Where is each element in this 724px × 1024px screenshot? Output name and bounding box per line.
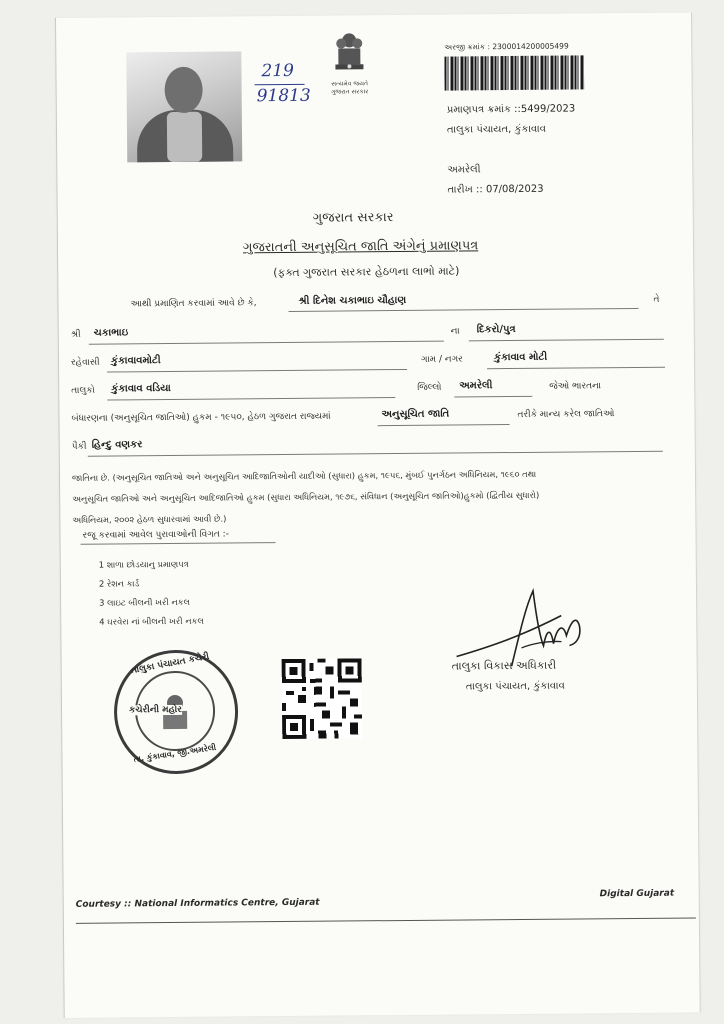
documents-list	[99, 555, 204, 632]
subcaste-value: હિન્દુ વણકર	[91, 439, 143, 451]
government-title: ગુજરાત સરકાર	[312, 210, 394, 226]
relation: દિકરો/પુત્ર	[476, 323, 516, 336]
district-value: અમરેલી	[459, 380, 493, 392]
officer-office: તાલુકા પંચાયત, કુંકાવાવ	[465, 680, 565, 693]
legal-line-1: જાતિના છે. (અનુસૂચિત જાતિઓ અને અનુસૂચિત આદિજાતિઓની યાદીઓ (સુધારા) હુકમ, ૧૯૫૬, મુંબઈ પુનર્ગઠન અધિનિયમ, ૧૯૬૦ તથા	[71, 468, 537, 483]
caste-category: અનુસૂચિત જાતિ	[381, 408, 450, 421]
officer-designation: તાલુકા વિકાસ અધિકારી	[451, 658, 557, 673]
relation-underline	[469, 339, 664, 342]
ashoka-emblem-icon	[329, 30, 369, 76]
taluka-underline	[107, 397, 395, 401]
state-emblem	[319, 30, 380, 106]
seal-bottom-text: તા. કુંકાવાવ, જી.અમરેલી	[133, 742, 217, 765]
document-item: 4 ઘરવેરા નાં બીલની ખરી નકલ	[99, 615, 204, 627]
handwritten-number-2: 91813	[256, 85, 311, 107]
district-underline	[454, 396, 532, 398]
shri-label: શ્રી	[70, 329, 81, 340]
documents-heading-underline	[81, 542, 276, 545]
header-district: અમરેલી	[447, 164, 481, 176]
certify-text: આથી પ્રમાણિત કરવામાં આવે છે કે,	[130, 298, 257, 310]
caste-underline	[378, 424, 510, 426]
footer-brand: Digital Gujarat	[599, 888, 675, 900]
village-label: ગામ / નગર	[420, 354, 463, 365]
seal-top-text: તાલુકા પંચાયત કચેરી	[130, 651, 211, 677]
recognized-text: તરીકે માન્ય કરેલ જાતિઓ	[517, 409, 615, 420]
applicant-photo	[126, 51, 242, 162]
certificate-title: ગુજરાતની અનુસૂચિત જાતિ અંગેનું પ્રમાણપત્ર	[242, 238, 479, 256]
district-label: જિલ્લો	[417, 382, 442, 393]
resident-label: રહેવાસી	[70, 357, 100, 368]
footer-divider	[76, 917, 696, 923]
je-bharat-text: જેઓ ભારતના	[549, 381, 602, 392]
resident-value: કુંકાવાવમોટી	[110, 355, 161, 367]
village-underline	[487, 367, 665, 370]
taluka-value: કુંકાવાવ વડિયા	[111, 383, 171, 395]
resident-underline	[107, 369, 407, 373]
emblem-motto: સત્યમેવ જયતે	[331, 80, 368, 88]
subcaste-label: પૈકી	[71, 441, 87, 452]
office-seal	[114, 649, 239, 774]
emblem-government: ગુજરાત સરકાર	[330, 88, 369, 96]
applicant-name: શ્રી દિનેશ ચકાભાઇ ચૌહાણ	[298, 294, 407, 307]
name-underline	[289, 308, 639, 312]
father-underline	[89, 341, 444, 345]
header-office: તાલુકા પંચાયત, કુંકાવાવ	[446, 123, 546, 136]
legal-line-2: અનુસૂચિત જાતિઓ અને અનુસૂચિત આદિજાતિઓ હુકમ (સુધારા અધિનિયમ, ૧૯૭૬, સંવિધાન (અનુસૂચિત જાતિઓ)હુકમો (દ્વિતીય સુધારો)	[72, 489, 540, 504]
legal-paragraph	[72, 464, 540, 531]
issue-date: તારીખ :: 07/08/2023	[447, 183, 544, 196]
certificate-note: (ફક્ત ગુજરાત સરકાર હેઠળના લાભો માટે)	[273, 264, 460, 280]
footer-courtesy: Courtesy :: National Informatics Centre, Gujarat	[75, 897, 320, 910]
document-item: 2 રેશન કાર્ડ	[98, 578, 140, 589]
constitution-text: બંધારણના (અનુસૂચિત જાતિઓ) હુકમ - ૧૯૫૦, હેઠળ ગુજરાત રાજ્યમાં	[71, 411, 331, 424]
verification-qr-code	[282, 658, 363, 739]
taluka-label: તાલુકો	[71, 385, 95, 396]
application-barcode	[444, 55, 584, 90]
te-text: તે	[653, 294, 660, 305]
subcaste-underline	[88, 451, 663, 457]
document-item: 3 લાઇટ બીલની ખરી નકલ	[99, 596, 190, 608]
certificate-paper	[55, 12, 701, 1018]
father-name: ચકાભાઇ	[93, 327, 129, 339]
handwritten-number-1: 219	[261, 60, 295, 82]
legal-line-3: અધિનિયમ, ૨૦૦૨ હેઠળ સુધારવામાં આવી છે.)	[72, 513, 227, 525]
documents-heading: રજૂ કરવામાં આવેલ પુરાવાઓની વિગત :-	[82, 529, 229, 541]
application-number: અરજી ક્રમાંક : 2300014200005499	[444, 41, 569, 52]
village-value: કુંકાવાવ મોટી	[493, 351, 548, 364]
document-item: 1 શાળા છોડયાનુ પ્રમાણપત્ર	[98, 558, 189, 570]
seal-overlay-text: કચેરીની મહોર	[129, 704, 182, 716]
certificate-number: પ્રમાણપત્ર ક્રમાંક ::5499/2023	[446, 103, 576, 116]
na-text: ના	[450, 326, 460, 337]
